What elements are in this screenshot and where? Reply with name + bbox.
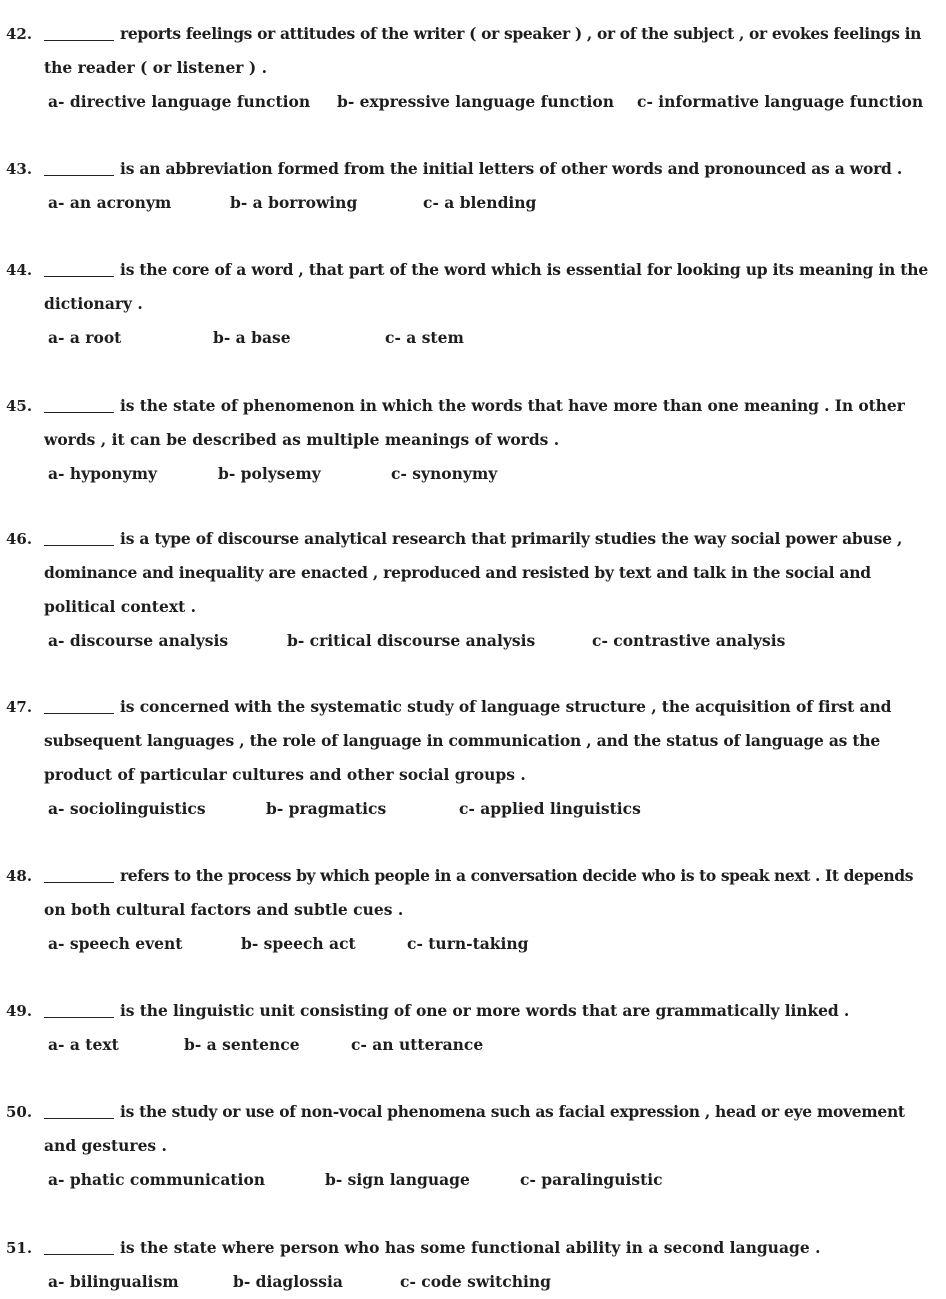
option-b: b- diaglossia [233, 1272, 343, 1291]
answer-options [0, 927, 946, 961]
answer-options [0, 1028, 946, 1062]
question-stem-line: product of particular cultures and other social groups . [44, 765, 526, 784]
question-stem-line: is the state where person who has some functional ability in a second language . [120, 1238, 821, 1257]
answer-blank [44, 1017, 114, 1018]
answer-options [0, 321, 946, 355]
option-b: b- a sentence [184, 1035, 300, 1054]
option-a: a- a root [48, 328, 122, 347]
question-stem-line: dictionary . [44, 294, 143, 313]
question-number: 42. [6, 25, 33, 43]
question-line [0, 51, 946, 85]
question-line [0, 152, 946, 186]
option-a: a- bilingualism [48, 1272, 179, 1291]
question-line [0, 724, 946, 758]
question-line [0, 423, 946, 457]
answer-options [0, 457, 946, 491]
question-line [0, 893, 946, 927]
question-43 [0, 152, 946, 220]
option-a: a- speech event [48, 934, 183, 953]
answer-blank [44, 882, 114, 883]
question-stem-line: the reader ( or listener ) . [44, 58, 267, 77]
question-line [0, 17, 946, 51]
question-line [0, 253, 946, 287]
option-c: c- turn-taking [407, 934, 529, 953]
question-stem-line: dominance and inequality are enacted , reproduced and resisted by text and talk in the social and [44, 563, 871, 582]
option-b: b- critical discourse analysis [287, 631, 536, 650]
question-stem-line: is an abbreviation formed from the initial letters of other words and pronounced as a word . [120, 159, 903, 178]
question-stem-line: on both cultural factors and subtle cues . [44, 900, 404, 919]
question-number: 47. [6, 698, 33, 716]
option-b: b- polysemy [218, 464, 321, 483]
option-a: a- sociolinguistics [48, 799, 206, 818]
option-c: c- a stem [385, 328, 464, 347]
answer-blank [44, 412, 114, 413]
question-51 [0, 1231, 946, 1299]
question-number: 43. [6, 160, 33, 178]
question-number: 49. [6, 1002, 33, 1020]
question-number: 51. [6, 1239, 33, 1257]
option-a: a- an acronym [48, 193, 172, 212]
option-b: b- a base [213, 328, 291, 347]
answer-blank [44, 175, 114, 176]
option-a: a- hyponymy [48, 464, 158, 483]
question-stem-line: refers to the process by which people in a conversation decide who is to speak next . It depends [120, 866, 914, 885]
option-b: b- a borrowing [230, 193, 358, 212]
answer-options [0, 1163, 946, 1197]
option-c: c- a blending [423, 193, 537, 212]
question-line [0, 590, 946, 624]
question-line [0, 690, 946, 724]
question-47 [0, 690, 946, 826]
question-line [0, 758, 946, 792]
answer-options [0, 624, 946, 658]
question-50 [0, 1095, 946, 1197]
answer-blank [44, 713, 114, 714]
option-b: b- expressive language function [337, 92, 614, 111]
question-stem-line: is concerned with the systematic study of language structure , the acquisition of first and [120, 697, 892, 716]
question-line [0, 859, 946, 893]
option-c: c- informative language function [637, 92, 924, 111]
question-line [0, 1129, 946, 1163]
question-45 [0, 389, 946, 491]
option-a: a- directive language function [48, 92, 311, 111]
question-number: 45. [6, 397, 33, 415]
question-48 [0, 859, 946, 961]
question-number: 44. [6, 261, 33, 279]
question-stem-line: is the linguistic unit consisting of one or more words that are grammatically linked . [120, 1001, 850, 1020]
option-c: c- synonymy [391, 464, 498, 483]
answer-blank [44, 1254, 114, 1255]
answer-options [0, 792, 946, 826]
answer-options [0, 186, 946, 220]
answer-blank [44, 1118, 114, 1119]
option-c: c- code switching [400, 1272, 551, 1291]
question-number: 46. [6, 530, 33, 548]
question-stem-line: is the state of phenomenon in which the words that have more than one meaning . In other [120, 396, 905, 415]
question-46 [0, 522, 946, 658]
question-stem-line: is the study or use of non-vocal phenomena such as facial expression , head or eye movement [120, 1102, 905, 1121]
question-line [0, 287, 946, 321]
question-line [0, 389, 946, 423]
question-line [0, 522, 946, 556]
question-line [0, 556, 946, 590]
option-a: a- discourse analysis [48, 631, 229, 650]
option-b: b- sign language [325, 1170, 470, 1189]
question-stem-line: words , it can be described as multiple meanings of words . [44, 430, 560, 449]
question-line [0, 994, 946, 1028]
question-44 [0, 253, 946, 355]
answer-options [0, 85, 946, 119]
answer-blank [44, 276, 114, 277]
question-number: 50. [6, 1103, 33, 1121]
question-stem-line: is the core of a word , that part of the word which is essential for looking up its meaning in the [120, 260, 929, 279]
option-a: a- phatic communication [48, 1170, 266, 1189]
answer-blank [44, 545, 114, 546]
option-c: c- applied linguistics [459, 799, 641, 818]
question-49 [0, 994, 946, 1062]
option-b: b- pragmatics [266, 799, 387, 818]
question-stem-line: is a type of discourse analytical research that primarily studies the way social power abuse , [120, 529, 903, 548]
question-number: 48. [6, 867, 33, 885]
question-stem-line: subsequent languages , the role of language in communication , and the status of language as the [44, 731, 881, 750]
option-c: c- contrastive analysis [592, 631, 786, 650]
question-stem-line: and gestures . [44, 1136, 167, 1155]
option-b: b- speech act [241, 934, 356, 953]
option-a: a- a text [48, 1035, 119, 1054]
option-c: c- paralinguistic [520, 1170, 663, 1189]
option-c: c- an utterance [351, 1035, 484, 1054]
question-line [0, 1095, 946, 1129]
question-line [0, 1231, 946, 1265]
question-stem-line: reports feelings or attitudes of the writer ( or speaker ) , or of the subject , or evokes feelings in [120, 24, 922, 43]
answer-blank [44, 40, 114, 41]
question-stem-line: political context . [44, 597, 197, 616]
question-42 [0, 17, 946, 119]
